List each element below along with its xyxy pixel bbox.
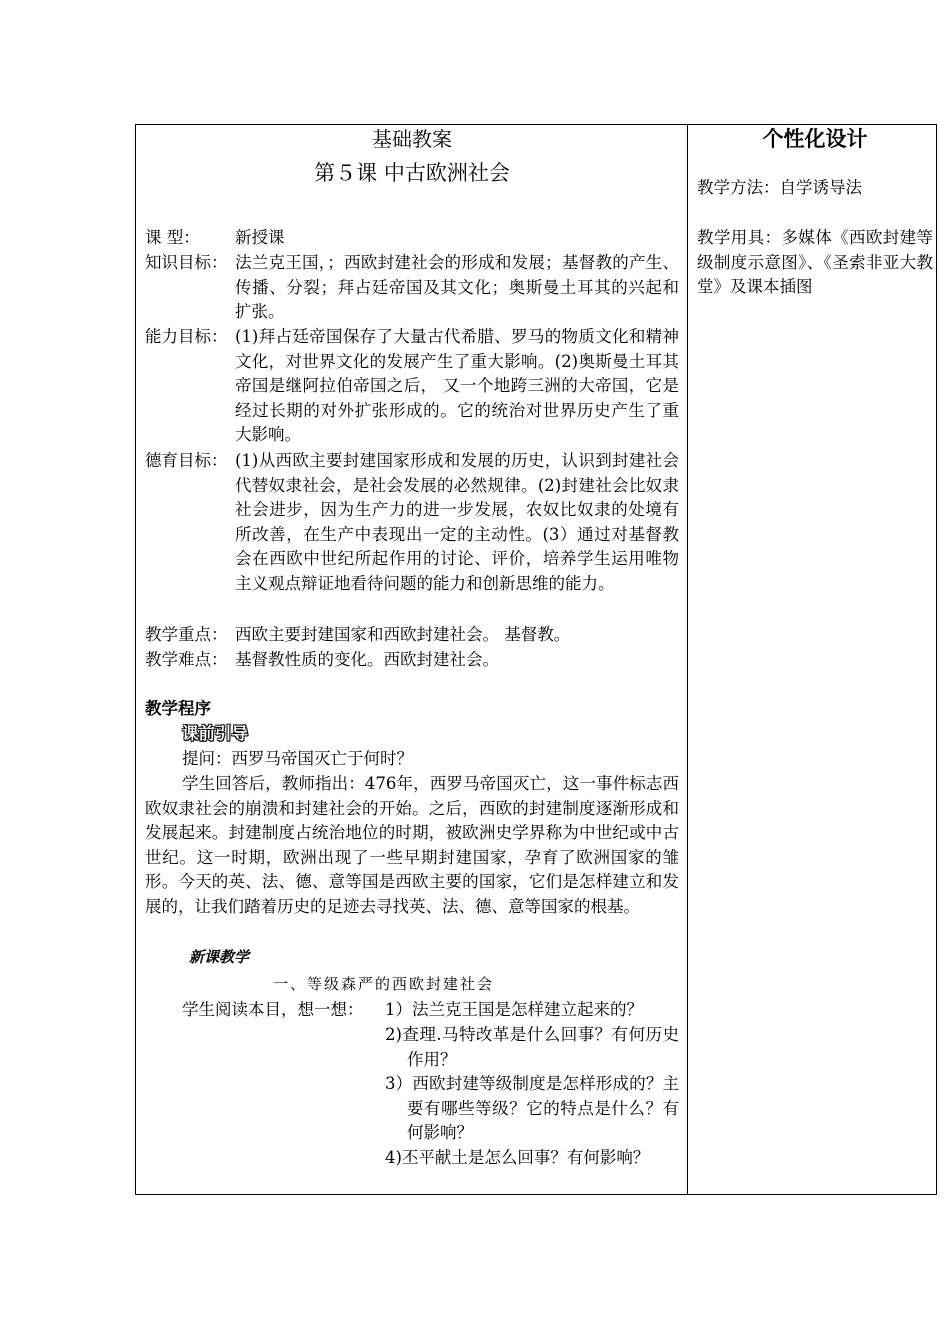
knowledge-objective-label: 知识目标： — [145, 253, 228, 272]
ability-objective-label: 能力目标： — [145, 327, 228, 346]
lesson-type-value: 新授课 — [235, 228, 285, 247]
knowledge-objective-text: 法兰克王国，；西欧封建社会的形成和发展；基督教的产生、传播、分裂；拜占廷帝国及其文化；奥斯曼土耳其的兴起和扩张。 — [235, 253, 679, 321]
list-item: 4)丕平献土是怎么回事？有何影响？ — [385, 1148, 650, 1167]
ability-objective-text: (1)拜占廷帝国保存了大量古代希腊、罗马的物质文化和精神文化，对世界文化的发展产生了重大影响。(2)奥斯曼土耳其帝国是继阿拉伯帝国之后， 又一个地跨三洲的大帝国，它是经过长期的对外扩张形成的。它的统治对世界历史产生了重大影响。 — [235, 327, 679, 444]
difficult-points-text: 基督教性质的变化。西欧封建社会。 — [235, 650, 499, 669]
difficult-points-label: 教学难点： — [145, 650, 228, 669]
section-title: 一、等级森严的西欧封建社会 — [273, 975, 495, 993]
key-points-label: 教学重点： — [145, 625, 228, 644]
procedure-heading: 教学程序 — [145, 699, 211, 718]
column-heading: 基础教案 — [372, 127, 452, 151]
reading-prompt: 学生阅读本目，想一想： — [182, 1000, 364, 1019]
lesson-title: 第５课 中古欧洲社会 — [314, 161, 510, 185]
list-item: 1）法兰克王国是怎样建立起来的？ — [385, 1000, 643, 1019]
list-item: 2)查理.马特改革是什么回事？有何历史作用？ — [385, 1025, 679, 1069]
intro-heading: 课前引导 — [182, 724, 248, 743]
lesson-plan-table — [135, 124, 937, 1195]
answer-paragraph: 学生回答后，教师指出：476年，西罗马帝国灭亡，这一事件标志西欧奴隶社会的崩溃和封建社会的开始。之后，西欧的封建制度逐渐形成和发展起来。封建制度占统治地位的时期，被欧洲史学界称为中世纪或中古世纪。这一时期，欧洲出现了一些早期封建国家，孕育了欧洲国家的雏形。今天的英、法、德、意等国是西欧主要的国家，它们是怎样建立和发展的，让我们踏着历史的足迹去寻找英、法、德、意等国家的根基。 — [145, 774, 679, 916]
personalized-design-heading: 个性化设计 — [762, 126, 868, 151]
question-text: 提问：西罗马帝国灭亡于何时？ — [182, 749, 413, 768]
list-item: 3）西欧封建等级制度是怎样形成的？主要有哪些等级？它的特点是什么？有何影响？ — [385, 1074, 679, 1142]
teaching-method: 教学方法：自学诱导法 — [697, 178, 862, 197]
column-divider — [687, 125, 688, 1194]
moral-objective-label: 德育目标： — [145, 451, 228, 470]
new-lesson-heading: 新课教学 — [189, 948, 250, 966]
lesson-type-label: 课 型： — [145, 228, 200, 247]
key-points-text: 西欧主要封建国家和西欧封建社会。 基督教。 — [235, 625, 571, 644]
moral-objective-text: (1)从西欧主要封建国家形成和发展的历史，认识到封建社会代替奴隶社会，是社会发展的必然规律。(2)封建社会比奴隶社会进步，因为生产力的进一步发展，农奴比奴隶的处境有所改善，在生产中表现出一定的主动性。(3）通过对基督教会在西欧中世纪所起作用的讨论、评价，培养学生运用唯物主义观点辩证地看待问题的能力和创新思维的能力。 — [235, 451, 679, 593]
teaching-tools: 教学用具：多媒体《西欧封建等级制度示意图》、《圣索非亚大教堂》及课本插图 — [697, 228, 933, 296]
